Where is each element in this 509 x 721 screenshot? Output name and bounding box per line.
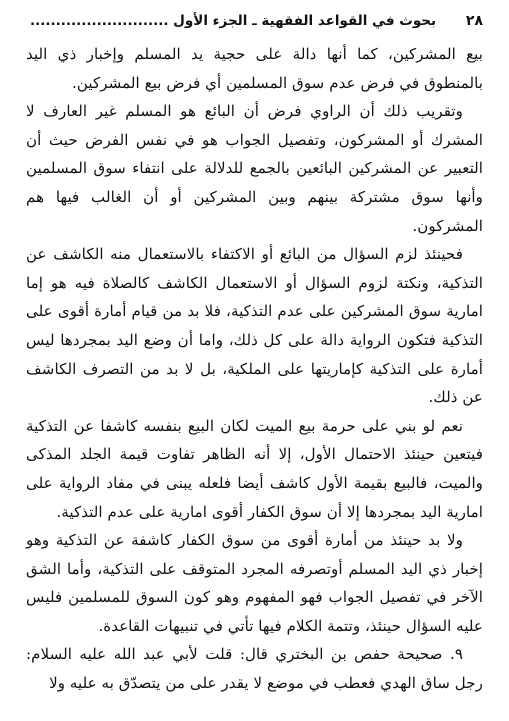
paragraph: نعم لو بني على حرمة بيع الميت لكان البيع بنفسه كاشفا عن التذكية فيتعين حينئذ الاحتمال الأول، إلا أنه الظاهر تفاوت قيمة الجلد المذكى والميت، فالبيع بقيمة الأول كاشف أيضا فلعله يبنى في مفاد الرواية على امارية اليد بمجردها إلا أن سوق الكفار أقوى امارية على عدم التذكية. <box>26 416 483 521</box>
paragraph: ولا بد حينئذ من أمارة أقوى من سوق الكفار كاشفة عن التذكية وهو إخبار ذي اليد المسلم أوتصرفه المجرد المتوقف على التذكية، وأما الشق الآخر في تفصيل الجواب فهو المفهوم وهو كون السوق للمسلمين فليس عليه السؤال حينئذ، وتتمة الكلام فيها تأتي في تنبيهات القاعدة. <box>26 531 483 635</box>
paragraph: فحينئذ لزم السؤال من البائع أو الاكتفاء بالاستعمال منه الكاشف عن التذكية، ونكتة لزوم السؤال أو الاستعمال الكاشف كالصلاة فيه هو إما امارية سوق المشركين على عدم التذكية، فلا بد من قيام أمارة أقوى على التذكية فتكون الرواية دالة على كل ذلك، واما أن وضع اليد بمجردها ليس أمارة على التذكية كإماريتها على الملكية، بل لا بد من التصرف الكاشف عن ذلك. <box>26 245 483 407</box>
paragraph: وتقريب ذلك أن الراوي فرض أن البائع هو المسلم غير العارف لا المشرك أو المشركون، وتفصيل الجواب هو في نفس الفرض حيث أن التعبير عن المشركين البائعين بالجمع للدلالة على انتفاء سوق المسلمين وأنها سوق مشتركة بينهم وبين المشركين أو أن الغالب فيها هم المشركون. <box>26 102 483 235</box>
numbered-paragraph: ٩. صحيحة حفص بن البختري قال: قلت لأبي عبد الله عليه السلام: رجل ساق الهدي فعطب في موضع لا يقدر على من يتصدّق به عليه ولا <box>26 645 483 693</box>
paragraph: بيع المشركين، كما أنها دالة على حجية يد المسلم وإخبار ذي اليد بالمنطوق في فرض عدم سوق المسلمين أي فرض بيع المشركين. <box>26 45 483 92</box>
running-title: بحوث في القواعد الفقهية ـ الجزء الأول ........................... <box>30 13 437 29</box>
page-number: ٢٨ <box>465 13 483 29</box>
page-body <box>26 40 483 698</box>
page-header <box>26 12 483 32</box>
book-page <box>26 12 483 721</box>
